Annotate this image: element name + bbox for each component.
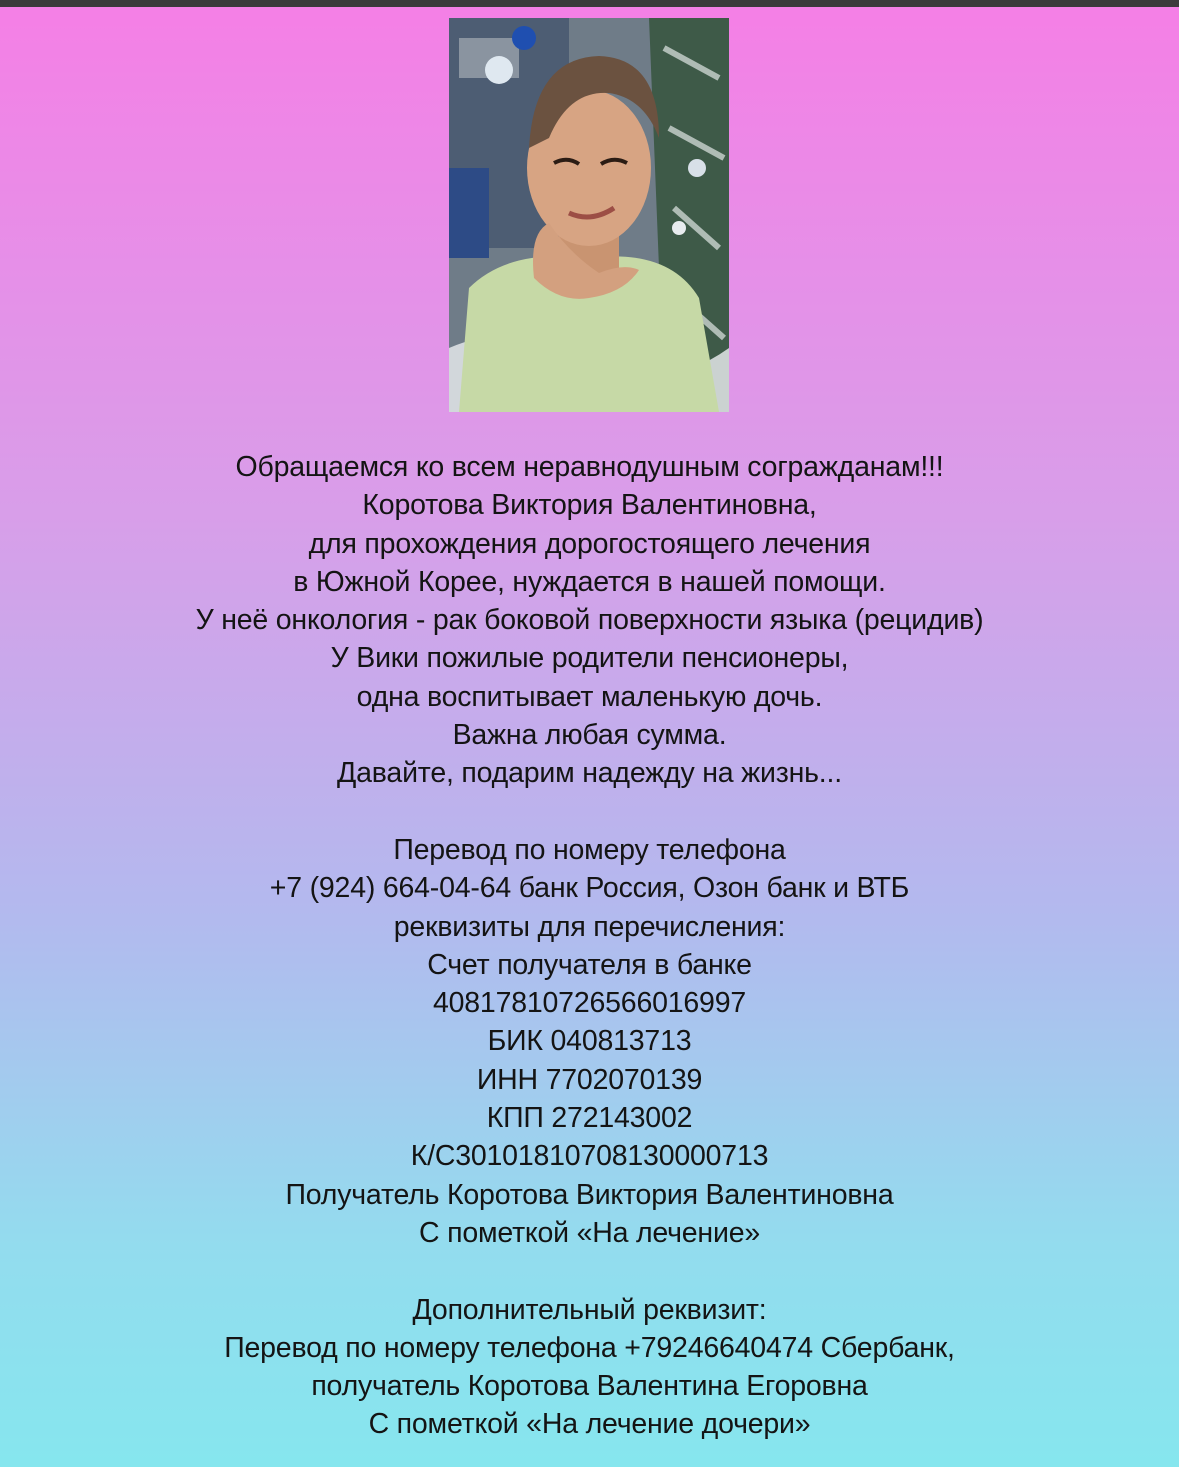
bik: БИК 040813713 <box>487 1025 692 1058</box>
appeal-line-8: Важна любая сумма. <box>452 719 727 752</box>
inn: ИНН 7702070139 <box>476 1063 703 1096</box>
spacer <box>0 793 1179 831</box>
correspondent-account: К/С30101810708130000713 <box>410 1140 769 1173</box>
spacer <box>0 1252 1179 1290</box>
account-number: 40817810726566016997 <box>432 987 746 1020</box>
appeal-line-1: Обращаемся ко всем неравнодушным согражданам!!! <box>235 451 944 483</box>
appeal-line-5: У неё онкология - рак боковой поверхности языка (рецидив) <box>195 604 984 637</box>
appeal-line-9: Давайте, подарим надежду на жизнь... <box>337 757 842 790</box>
appeal-text <box>0 448 1179 1444</box>
recipient: Получатель Коротова Виктория Валентиновна <box>285 1178 894 1211</box>
appeal-line-2: Коротова Виктория Валентиновна, <box>362 489 817 522</box>
extra-recipient: получатель Коротова Валентина Егоровна <box>311 1370 868 1403</box>
kpp: КПП 272143002 <box>486 1102 693 1135</box>
portrait-photo <box>449 18 729 412</box>
appeal-line-7: одна воспитывает маленькую дочь. <box>356 680 823 713</box>
requisites-line-1: Перевод по номеру телефона <box>393 833 786 866</box>
appeal-line-3: для прохождения дорогостоящего лечения <box>308 527 871 560</box>
extra-note: С пометкой «На лечение дочери» <box>368 1408 811 1441</box>
requisites-line-3: реквизиты для перечисления: <box>393 910 786 943</box>
extra-line-1: Дополнительный реквизит: <box>412 1293 767 1326</box>
top-bar <box>0 0 1179 7</box>
requisites-line-4: Счет получателя в банке <box>427 948 752 981</box>
extra-phone: Перевод по номеру телефона +79246640474 Сбербанк, <box>224 1331 955 1364</box>
payment-note: С пометкой «На лечение» <box>418 1216 760 1249</box>
requisites-phone: +7 (924) 664-04-64 банк Россия, Озон банк и ВТБ <box>269 872 910 905</box>
appeal-line-6: У Вики пожилые родители пенсионеры, <box>330 642 849 675</box>
appeal-line-4: в Южной Корее, нуждается в нашей помощи. <box>293 565 886 598</box>
